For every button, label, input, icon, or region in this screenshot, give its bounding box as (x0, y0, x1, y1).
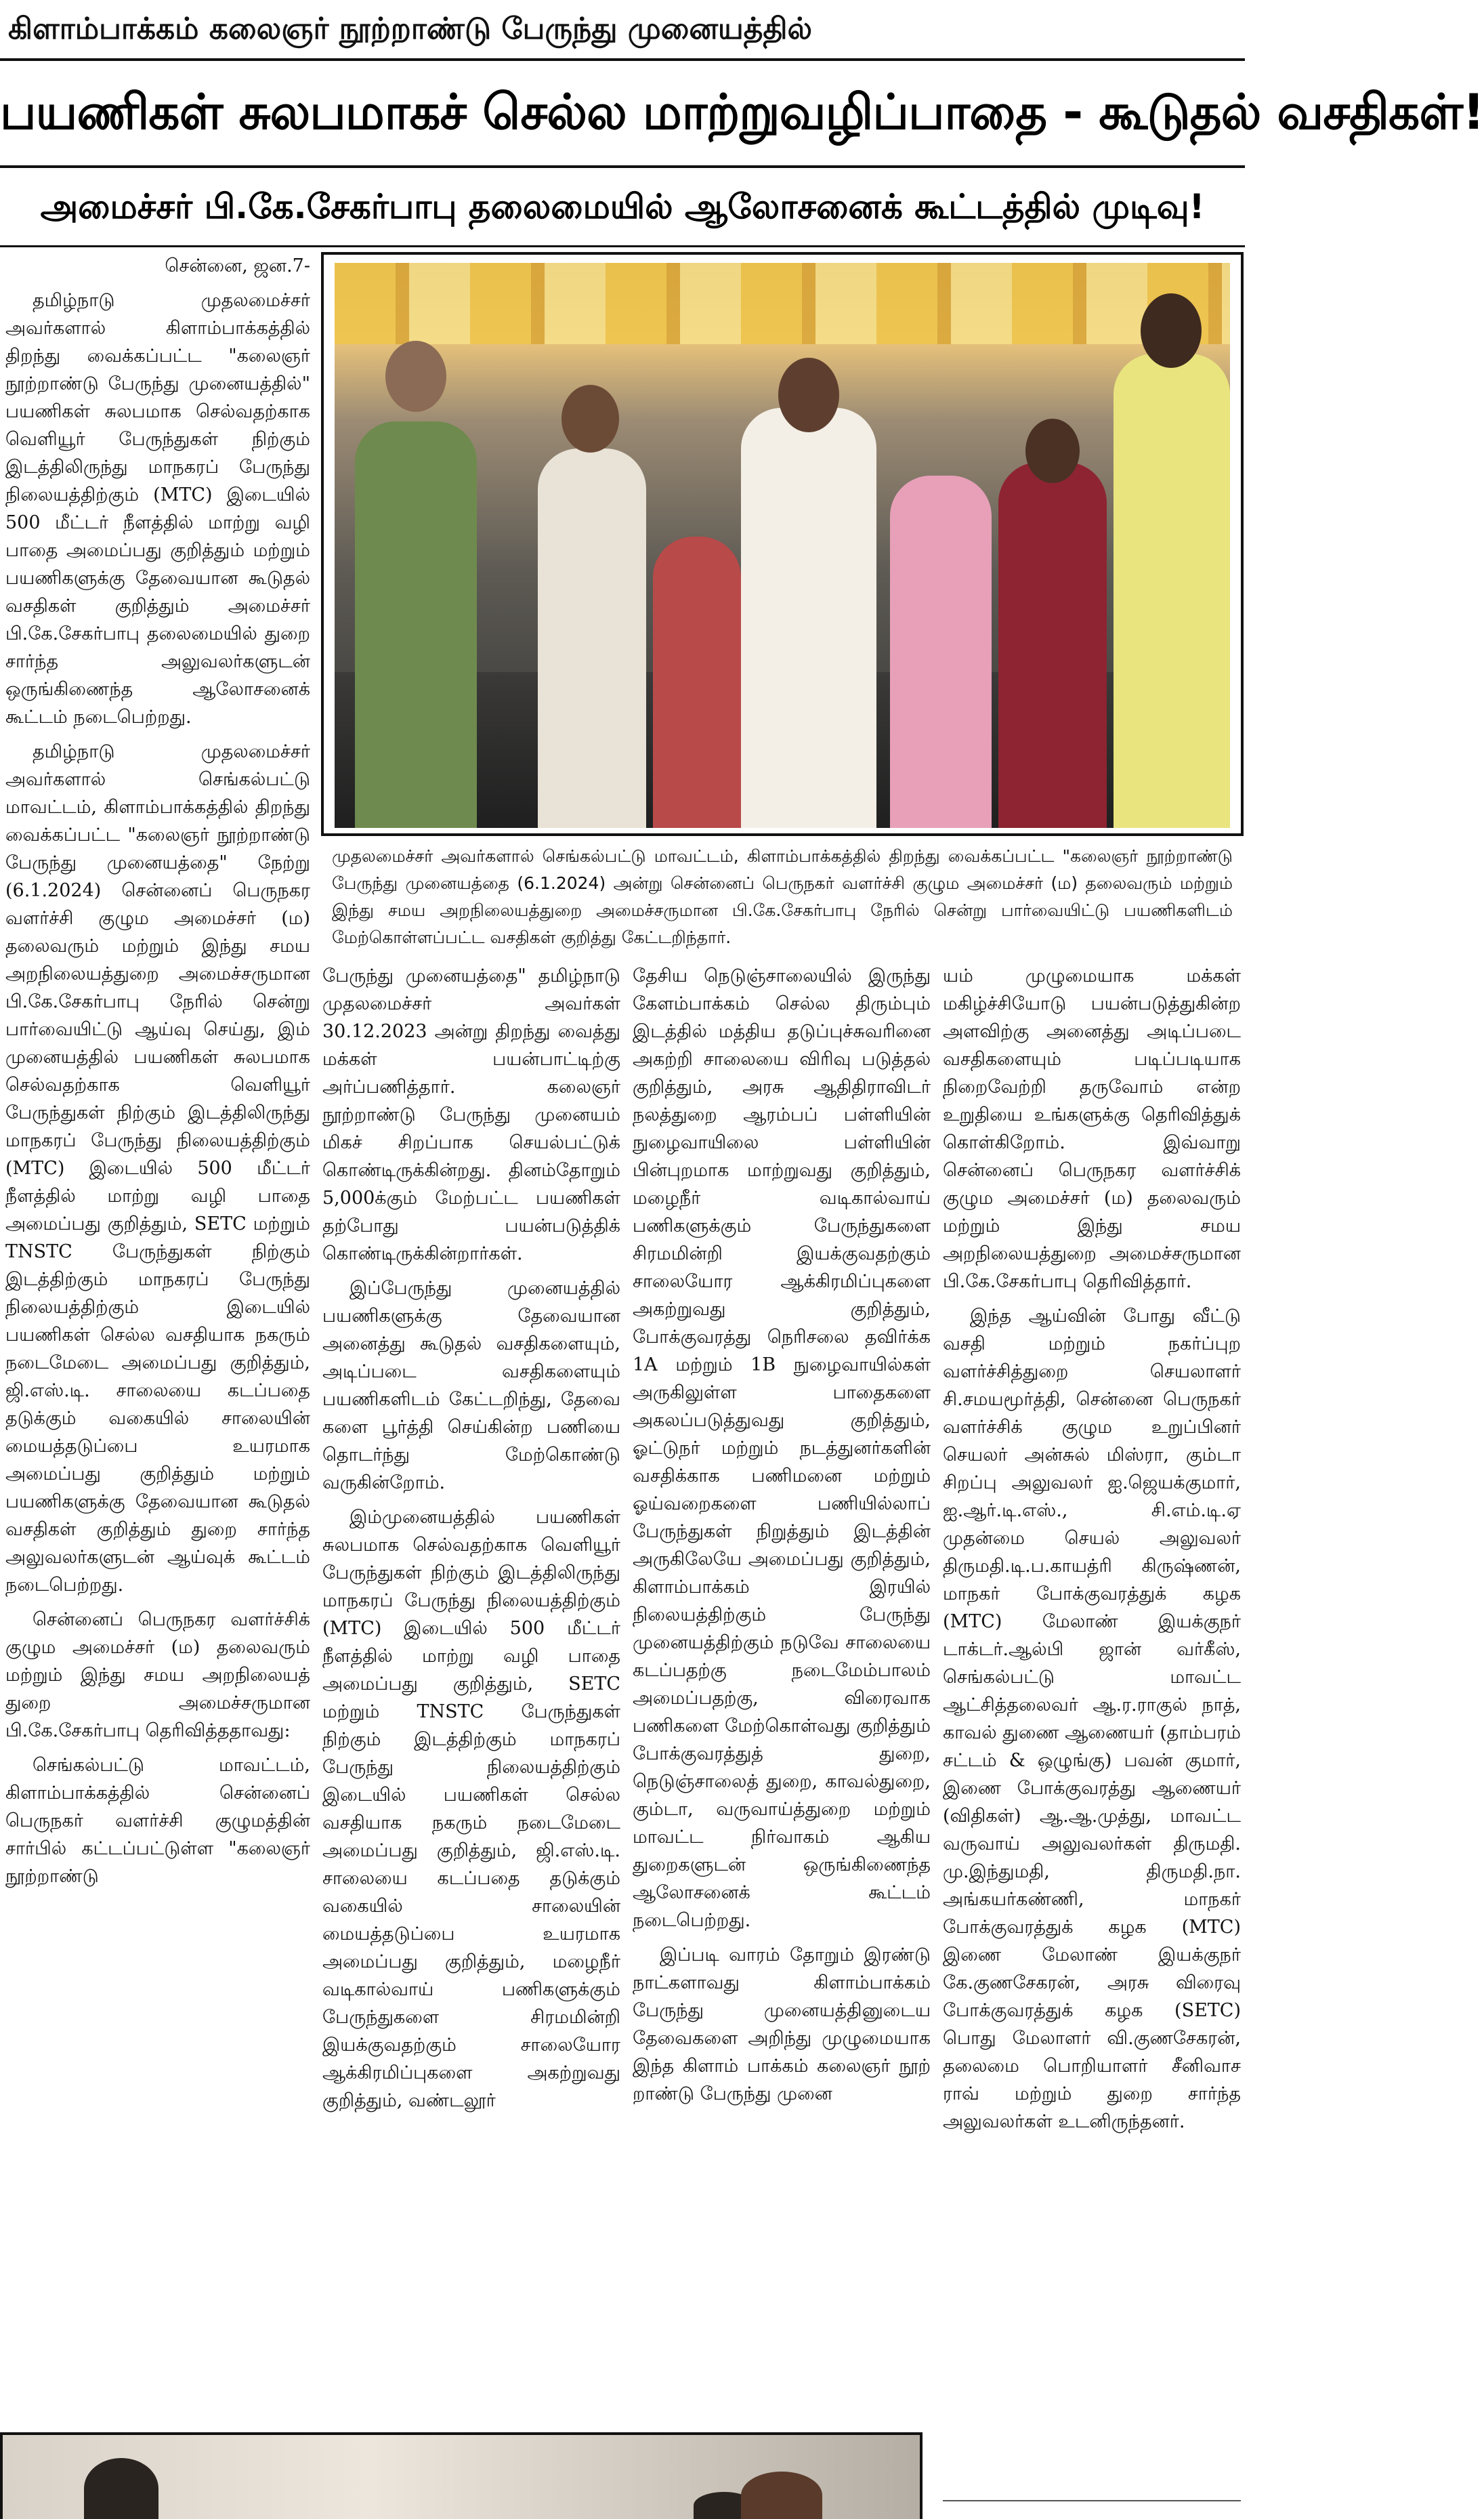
article-column-3 (633, 962, 931, 2427)
photo-person (538, 449, 646, 828)
news-photo-frame (321, 252, 1244, 836)
subheadline: அமைச்சர் பி.கே.சேகர்பாபு தலைமையில் ஆலோசனைக் கூட்டத்தில் முடிவு! (40, 187, 1205, 226)
subhead-rule (0, 245, 1245, 247)
bottom-news-photo (0, 2432, 923, 2519)
photo-person (741, 408, 876, 828)
photo-person-head (561, 385, 619, 453)
photo-caption: முதலமைச்சர் அவர்களால் செங்கல்பட்டு மாவட்டம், கிளாம்பாக்கத்தில் திறந்து வைக்கப்பட்ட "கலைஞர் நூற்றாண்டு பேருந்து முனையத்தை (6.1.2024) அன்று சென்னைப் பெருநகர் வளர்ச்சி குழும அமைச்சர் (ம) தலைவரும் மற்றும் இந்து சமய அறநிலையத்துறை அமைச்சருமான பி.கே.சேகர்பாபு நேரில் சென்று பார்வையிட்டு பயணிகளிடம் மேற்கொள்ளப்பட்ட வசதிகள் குறித்து கேட்டறிந்தார். (332, 846, 1233, 947)
photo-ceiling (335, 263, 1230, 344)
article-column-1 (5, 252, 310, 2427)
column-end-rule (943, 2500, 1241, 2501)
photo-person (653, 537, 741, 828)
photo-person-head (1025, 419, 1080, 483)
paragraph: இப்படி வாரம் தோறும் இரண்டு நாட்களாவது கிளாம்பாக்கம் பேருந்து முனையத்தினுடைய தேவைகளை அறிந்து முழுமையாக இந்த கிளாம் பாக்கம் கலைஞர் நூற் றாண்டு பேருந்து முனை (633, 1944, 931, 2104)
paragraph: தமிழ்நாடு முதலமைச்சர் அவர்களால் செங்கல்பட்டு மாவட்டம், கிளாம்பாக்கத்தில் திறந்து வைக்கப்பட்ட "கலைஞர் நூற்றாண்டு பேருந்து முனையத்தை" நேற்று (6.1.2024) சென்னைப் பெருநகர வளர்ச்சி குழும அமைச்சர் (ம) தலைவரும் மற்றும் இந்து சமய அறநிலையத்துறை அமைச்சருமான பி.கே.சேகர்பாபு நேரில் சென்று பார்வையிட்டு ஆய்வு செய்து, இம் முனையத்தில் பயணிகள் சுலபமாக செல்வதற்காக வெளியூர் பேருந்துகள் நிற்கும் இடத்திலிருந்து மாநகரப் பேருந்து நிலையத்திற்கும் (MTC) இடையில் 500 மீட்டர் நீளத்தில் மாற்று வழி பாதை அமைப்பது குறித்தும், SETC மற்றும் TNSTC பேருந்துகள் நிற்கும் இடத்திற்கும் மாநகரப் பேருந்து நிலையத்திற்கும் இடையில் பயணிகள் செல்ல வசதியாக நகரும் நடைமேடை அமைப்பது குறித்தும், ஜி.எஸ்.டி. சாலையை கடப்பதை தடுக்கும் வகையில் சாலையின் மையத்தடுப்பை உயரமாக அமைப்பது குறித்தும் மற்றும் பயணிகளுக்கு தேவையான கூடுதல் வசதிகள் குறித்தும் துறை சார்ந்த அலுவலர்களுடன் ஆய்வுக் கூட்டம் நடைபெற்றது. (5, 741, 310, 1596)
paragraph: இந்த ஆய்வின் போது வீட்டு வசதி மற்றும் நகர்ப்புற வளர்ச்சித்துறை செயலாளர் சி.சமயமூர்த்தி, சென்னை பெருநகர் வளர்ச்சிக் குழும உறுப்பினர் செயலர் அன்சுல் மிஸ்ரா, கும்டா சிறப்பு அலுவலர் ஐ.ஜெயக்குமார், ஐ.ஆர்.டி.எஸ்., சி.எம்.டி.ஏ முதன்மை செயல் அலுவலர் திருமதி.டி.ப.காயத்ரி கிருஷ்ணன், மாநகர் போக்குவரத்துக் கழக (MTC) மேலாண் இயக்குநர் டாக்டர்.ஆல்பி ஜான் வர்கீஸ், செங்கல்பட்டு மாவட்ட ஆட்சித்தலைவர் ஆ.ர.ராகுல் நாத், காவல் துணை ஆணையர் (தாம்பரம் சட்டம் & ஒழுங்கு) பவன் குமார், இணை போக்குவரத்து ஆணையர் (விதிகள்) ஆ.ஆ.முத்து, மாவட்ட வருவாய் அலுவலர்கள் திருமதி. மு.இந்துமதி, திருமதி.நா. அங்கயர்கண்ணி, மாநகர் போக்குவரத்துக் கழக (MTC) இணை மேலாண் இயக்குநர் கே.குணசேகரன், அரசு விரைவு போக்குவரத்துக் கழக (SETC) பொது மேலாளர் வி.குணசேகரன், தலைமை பொறியாளர் சீனிவாச ராவ் மற்றும் துறை சார்ந்த அலுவலர்கள் உடனிருந்தனர். (943, 1306, 1241, 2132)
paragraph: தமிழ்நாடு முதலமைச்சர் அவர்களால் கிளாம்பாக்கத்தில் திறந்து வைக்கப்பட்ட "கலைஞர் நூற்றாண்டு பேருந்து முனையத்தில்" பயணிகள் சுலபமாக செல்வதற்காக வெளியூர் பேருந்துகள் நிற்கும் இடத்திலிருந்து மாநகரப் பேருந்து நிலையத்திற்கும் (MTC) இடையில் 500 மீட்டர் நீளத்தில் மாற்று வழி பாதை அமைப்பது குறித்தும் மற்றும் பயணிகளுக்கு தேவையான கூடுதல் வசதிகள் குறித்தும் அமைச்சர் பி.கே.சேகர்பாபு தலைமையில் துறை சார்ந்த அலுவலர்களுடன் ஒருங்கிணைந்த ஆலோசனைக் கூட்டம் நடைபெற்றது. (5, 290, 310, 728)
photo-person-head (1141, 293, 1202, 368)
paragraph: சென்னைப் பெருநகர வளர்ச்சிக் குழும அமைச்சர் (ம) தலைவரும் மற்றும் இந்து சமய அறநிலையத் துறை அமைச்சருமான பி.கே.சேகர்பாபு தெரிவித்ததாவது: (5, 1609, 310, 1741)
article-column-4 (943, 962, 1241, 2480)
photo-person-head (778, 358, 839, 432)
dateline: சென்னை, ஜன.7- (165, 255, 310, 276)
kicker-line: கிளாம்பாக்கம் கலைஞர் நூற்றாண்டு பேருந்து முனையத்தில் (8, 12, 813, 46)
paragraph: யம் முழுமையாக மக்கள் மகிழ்ச்சியோடு பயன்படுத்துகின்ற அளவிற்கு அனைத்து அடிப்படை வசதிகளையும் படிப்படியாக நிறைவேற்றி தருவோம் என்ற உறுதியை உங்களுக்கு தெரிவித்துக் கொள்கிறோம். இவ்வாறு சென்னைப் பெருநகர வளர்ச்சிக் குழும அமைச்சர் (ம) தலைவரும் மற்றும் இந்து சமய அறநிலையத்துறை அமைச்சருமான பி.கே.சேகர்பாபு தெரிவித்தார். (943, 965, 1241, 1292)
photo-person (741, 2472, 822, 2519)
photo-person (355, 421, 477, 828)
headline: பயணிகள் சுலபமாகச் செல்ல மாற்றுவழிப்பாதை - கூடுதல் வசதிகள்! (0, 83, 1484, 140)
paragraph: இப்பேருந்து முனையத்தில் பயணிகளுக்கு தேவையான அனைத்து கூடுதல் வசதிகளையும், அடிப்படை வசதிகளையும் பயணிகளிடம் கேட்டறிந்து, தேவை களை பூர்த்தி செய்கின்ற பணியை தொடர்ந்து மேற்கொண்டு வருகின்றோம். (322, 1278, 620, 1493)
headline-rule (0, 165, 1245, 168)
article-column-2 (322, 962, 620, 2427)
paragraph: செங்கல்பட்டு மாவட்டம், கிளாம்பாக்கத்தில் சென்னைப் பெருநகர் வளர்ச்சி குழுமத்தின் சார்பில் கட்டப்பட்டுள்ள "கலைஞர் நூற்றாண்டு (5, 1755, 310, 1887)
photo-person-head (385, 341, 446, 412)
paragraph: பேருந்து முனையத்தை" தமிழ்நாடு முதலமைச்சர் அவர்கள் 30.12.2023 அன்று திறந்து வைத்து மக்கள் பயன்பாட்டிற்கு அர்ப்பணித்தார். கலைஞர் நூற்றாண்டு பேருந்து முனையம் மிகச் சிறப்பாக செயல்பட்டுக் கொண்டிருக்கின்றது. தினம்தோறும் 5,000க்கும் மேற்பட்ட பயணிகள் தற்போது பயன்படுத்திக் கொண்டிருக்கின்றார்கள். (322, 965, 620, 1264)
photo-person (84, 2458, 158, 2519)
paragraph: தேசிய நெடுஞ்சாலையில் இருந்து கேளம்பாக்கம் செல்ல திரும்பும் இடத்தில் மத்திய தடுப்புச்சுவரினை அகற்றி சாலையை விரிவு படுத்தல் குறித்தும், அரசு ஆதிதிராவிடர் நலத்துறை ஆரம்பப் பள்ளியின் நுழைவாயிலை பள்ளியின் பின்புறமாக மாற்றுவது குறித்தும், மழைநீர் வடிகால்வாய் பணிகளுக்கும் பேருந்துகளை சிரமமின்றி இயக்குவதற்கும் சாலையோர ஆக்கிரமிப்புகளை அகற்றுவது குறித்தும், போக்குவரத்து நெரிசலை தவிர்க்க 1A மற்றும் 1B நுழைவாயில்கள் அருகிலுள்ள பாதைகளை அகலப்படுத்துவது குறித்தும், ஓட்டுநர் மற்றும் நடத்துனர்களின் வசதிக்காக பணிமனை மற்றும் ஓய்வறைகளை பணியில்லாப் பேருந்துகள் நிறுத்தும் இடத்தின் அருகிலேயே அமைப்பது குறித்தும், கிளாம்பாக்கம் இரயில் நிலையத்திற்கும் பேருந்து முனையத்திற்கும் நடுவே சாலையை கடப்பதற்கு நடைமேம்பாலம் அமைப்பதற்கு, விரைவாக பணிகளை மேற்கொள்வது குறித்தும் போக்குவரத்துத் துறை, நெடுஞ்சாலைத் துறை, காவல்துறை, கும்டா, வருவாய்த்துறை மற்றும் மாவட்ட நிர்வாகம் ஆகிய துறைகளுடன் ஒருங்கிணைந்த ஆலோசனைக் கூட்டம் நடைபெற்றது. (633, 965, 931, 1931)
news-photo (335, 263, 1230, 828)
photo-person (1114, 354, 1230, 828)
photo-person (890, 476, 992, 828)
photo-person (998, 462, 1107, 828)
paragraph: இம்முனையத்தில் பயணிகள் சுலபமாக செல்வதற்காக வெளியூர் பேருந்துகள் நிற்கும் இடத்திலிருந்து மாநகரப் பேருந்து நிலையத்திற்கும் (MTC) இடையில் 500 மீட்டர் நீளத்தில் மாற்று வழி பாதை அமைப்பது குறித்தும், SETC மற்றும் TNSTC பேருந்துகள் நிற்கும் இடத்திற்கும் மாநகரப் பேருந்து நிலையத்திற்கும் இடையில் பயணிகள் செல்ல வசதியாக நகரும் நடைமேடை அமைப்பது குறித்தும், ஜி.எஸ்.டி. சாலையை கடப்பதை தடுக்கும் வகையில் சாலையின் மையத்தடுப்பை உயரமாக அமைப்பது குறித்தும், மழைநீர் வடிகால்வாய் பணிகளுக்கும் பேருந்துகளை சிரமமின்றி இயக்குவதற்கும் சாலையோர ஆக்கிரமிப்புகளை அகற்றுவது குறித்தும், வண்டலூர் (322, 1507, 620, 2111)
